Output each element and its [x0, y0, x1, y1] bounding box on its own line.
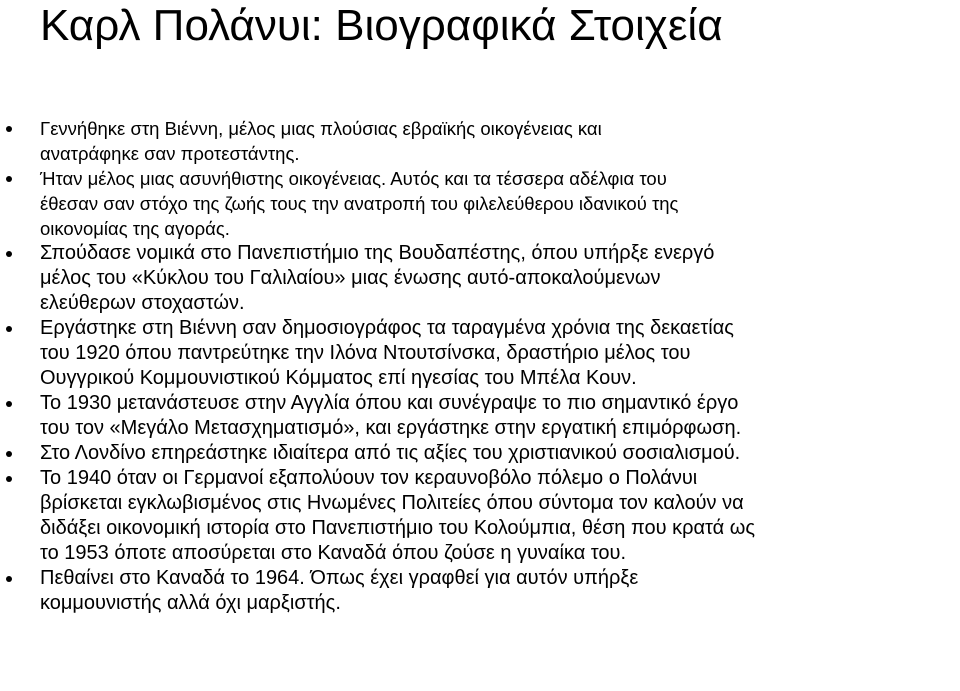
bullet-item	[0, 166, 960, 241]
bullet-item	[0, 466, 960, 566]
bullet-line: Το 1930 μετανάστευσε στην Αγγλία όπου και συνέγραψε το πιο σημαντικό έργο	[40, 392, 739, 414]
bullet-item	[0, 566, 960, 616]
bullet-line: Σπούδασε νομικά στο Πανεπιστήμιο της Βουδαπέστης, όπου υπήρξε ενεργό	[40, 242, 715, 264]
bullet-item	[0, 116, 960, 166]
bullet-line: Ουγγρικού Κομμουνιστικού Κόμματος επί ηγεσίας του Μπέλα Κουν.	[40, 367, 637, 389]
bullet-dot-icon	[6, 451, 12, 457]
bullet-dot-icon	[6, 126, 12, 132]
bullet-line: ελεύθερων στοχαστών.	[40, 292, 245, 314]
bullet-line: Εργάστηκε στη Βιέννη σαν δημοσιογράφος τα ταραγμένα χρόνια της δεκαετίας	[40, 317, 734, 339]
bullet-line: του τον «Μεγάλο Μετασχηματισμό», και εργάστηκε στην εργατική επιμόρφωση.	[40, 417, 742, 439]
bullet-line: του 1920 όπου παντρεύτηκε την Ιλόνα Ντουτσίνσκα, δραστήριο μέλος του	[40, 342, 691, 364]
bullet-dot-icon	[6, 401, 12, 407]
bullet-line: διδάξει οικονομική ιστορία στο Πανεπιστήμιο του Κολούμπια, θέση που κρατά ως	[40, 517, 756, 539]
bullet-dot-icon	[6, 576, 12, 582]
bullet-dot-icon	[6, 251, 12, 257]
bullet-item	[0, 316, 960, 391]
slide-title: Καρλ Πολάνυι: Βιογραφικά Στοιχεία	[40, 1, 723, 50]
bullet-dot-icon	[6, 326, 12, 332]
bullet-line: Γεννήθηκε στη Βιέννη, μέλος μιας πλούσιας εβραϊκής οικογένειας και	[40, 118, 602, 139]
bullet-line: Στο Λονδίνο επηρεάστηκε ιδιαίτερα από τις αξίες του χριστιανικού σοσιαλισμού.	[40, 442, 741, 464]
bullet-item	[0, 441, 960, 466]
bullet-item	[0, 241, 960, 316]
bullet-line: μέλος του «Κύκλου του Γαλιλαίου» μιας ένωσης αυτό-αποκαλούμενων	[40, 267, 661, 289]
bullet-line: οικονομίας της αγοράς.	[40, 218, 230, 239]
bullet-line: Το 1940 όταν οι Γερμανοί εξαπολύουν τον κεραυνοβόλο πόλεμο ο Πολάνυι	[40, 467, 698, 489]
bullet-line: έθεσαν σαν στόχο της ζωής τους την ανατροπή του φιλελεύθερου ιδανικού της	[40, 193, 679, 214]
bullet-line: ανατράφηκε σαν προτεστάντης.	[40, 143, 300, 164]
bullet-list	[0, 116, 960, 616]
bullet-dot-icon	[6, 176, 12, 182]
bullet-line: Ήταν μέλος μιας ασυνήθιστης οικογένειας. Αυτός και τα τέσσερα αδέλφια του	[40, 168, 667, 189]
bullet-line: Πεθαίνει στο Καναδά το 1964. Όπως έχει γραφθεί για αυτόν υπήρξε	[40, 567, 639, 589]
bullet-line: το 1953 όποτε αποσύρεται στο Καναδά όπου ζούσε η γυναίκα του.	[40, 542, 627, 564]
bullet-dot-icon	[6, 476, 12, 482]
bullet-item	[0, 391, 960, 441]
bullet-line: κομμουνιστής αλλά όχι μαρξιστής.	[40, 592, 341, 614]
bullet-line: βρίσκεται εγκλωβισμένος στις Ηνωμένες Πολιτείες όπου σύντομα τον καλούν να	[40, 492, 744, 514]
